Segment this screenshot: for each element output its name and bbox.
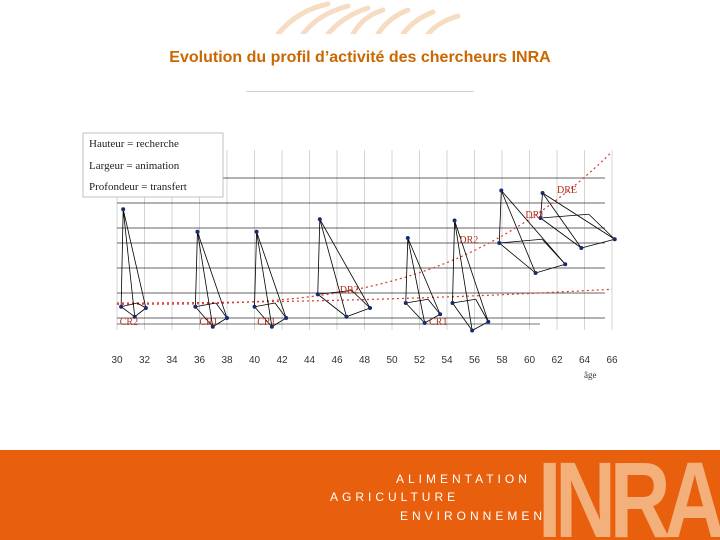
profile-edge <box>123 209 135 317</box>
profile-edge <box>121 307 135 317</box>
x-tick-label: 38 <box>221 355 233 366</box>
profile-point <box>119 305 123 309</box>
profile-point <box>579 246 583 250</box>
profile-point <box>563 262 567 266</box>
profile-edge <box>428 299 440 314</box>
profile-point <box>486 320 490 324</box>
profile-point <box>253 305 257 309</box>
profile-edge <box>121 209 123 307</box>
x-tick-label: 34 <box>166 355 178 366</box>
profile-point <box>255 230 259 234</box>
profile-edge <box>216 303 227 318</box>
profile-edge <box>453 299 476 303</box>
footer-word-environnement: ENVIRONNEMEN <box>400 509 547 523</box>
x-axis-label: âge <box>584 370 597 380</box>
legend <box>83 133 223 197</box>
legend-entry: Profondeur = transfert <box>89 181 187 193</box>
x-tick-label: 58 <box>496 355 508 366</box>
profile-edge <box>255 303 276 307</box>
profile-point <box>121 207 125 211</box>
grade-labels <box>120 185 577 328</box>
x-tick-label: 54 <box>441 355 453 366</box>
footer-word-alimentation: ALIMENTATION <box>396 472 531 486</box>
x-axis-ticks <box>111 355 618 366</box>
profile-edge <box>257 232 287 318</box>
profile-point <box>453 219 457 223</box>
profile-edge <box>536 264 566 273</box>
profile-point <box>438 312 442 316</box>
profile-point <box>423 321 427 325</box>
profile-point <box>316 292 320 296</box>
profile-edge <box>499 243 535 273</box>
x-tick-label: 56 <box>468 355 481 366</box>
profile-point <box>344 315 348 319</box>
profile-point <box>404 301 408 305</box>
x-tick-label: 44 <box>303 355 316 366</box>
x-tick-label: 46 <box>331 355 343 366</box>
footer-band <box>0 450 720 540</box>
grade-label: DR1 <box>525 210 545 221</box>
grade-label: DRE <box>557 185 577 196</box>
grade-label: DR2 <box>339 285 359 296</box>
x-tick-label: 30 <box>111 355 123 366</box>
profile-edge <box>453 221 455 304</box>
x-tick-label: 52 <box>413 355 426 366</box>
x-tick-label: 40 <box>248 355 261 366</box>
profile-point <box>225 316 229 320</box>
footer-word-agriculture: AGRICULTURE <box>330 490 460 504</box>
legend-entry: Largeur = animation <box>89 160 180 172</box>
profile-edge <box>499 191 501 244</box>
profile-edge <box>406 303 425 323</box>
inra-logo: INRA <box>538 450 719 540</box>
profile-point <box>195 230 199 234</box>
profile-edge <box>453 303 473 331</box>
grade-label: CR1 <box>257 317 276 328</box>
profile-edge <box>543 193 615 239</box>
profile-point <box>318 217 322 221</box>
profile-point <box>451 301 455 305</box>
profile-edge <box>408 238 440 314</box>
grade-label: CR2 <box>119 317 139 328</box>
profile-edge <box>499 239 542 243</box>
profile-point <box>499 189 503 193</box>
x-tick-label: 62 <box>551 355 563 366</box>
x-tick-label: 64 <box>578 355 591 366</box>
profile-point <box>497 241 501 245</box>
x-tick-label: 36 <box>193 355 206 366</box>
x-tick-label: 32 <box>138 355 151 366</box>
profile-point <box>534 271 538 275</box>
x-tick-label: 42 <box>276 355 288 366</box>
profile-edge <box>581 239 614 248</box>
profile-edge <box>541 218 582 248</box>
profile-point <box>470 329 474 333</box>
profile-point <box>193 305 197 309</box>
profile-edge <box>589 214 615 239</box>
profile-edge <box>275 303 286 318</box>
profile-edge <box>543 193 582 248</box>
profile-edge <box>257 232 272 327</box>
legend-entry: Hauteur = recherche <box>89 138 179 150</box>
profile-point <box>284 316 288 320</box>
slide-title: Evolution du profil d’activité des chercheurs INRA <box>169 49 551 66</box>
x-tick-label: 48 <box>358 355 371 366</box>
profile-point <box>541 191 545 195</box>
profile-edge <box>541 214 589 218</box>
x-tick-label: 66 <box>606 355 618 366</box>
profile-edge <box>318 219 320 294</box>
grade-label: DR2 <box>459 235 479 246</box>
profile-edge <box>406 299 428 303</box>
profile-point <box>368 306 372 310</box>
x-tick-label: 50 <box>386 355 398 366</box>
grade-label: CR1 <box>429 317 448 328</box>
x-tick-label: 60 <box>523 355 536 366</box>
profile-point <box>406 236 410 240</box>
profile-point <box>613 237 617 241</box>
profile-edge <box>346 308 370 317</box>
profile-edge <box>408 238 425 323</box>
profile-point <box>144 306 148 310</box>
profile-edge <box>318 294 347 317</box>
profile-edge <box>197 232 227 318</box>
grade-label: CR1 <box>199 317 218 328</box>
